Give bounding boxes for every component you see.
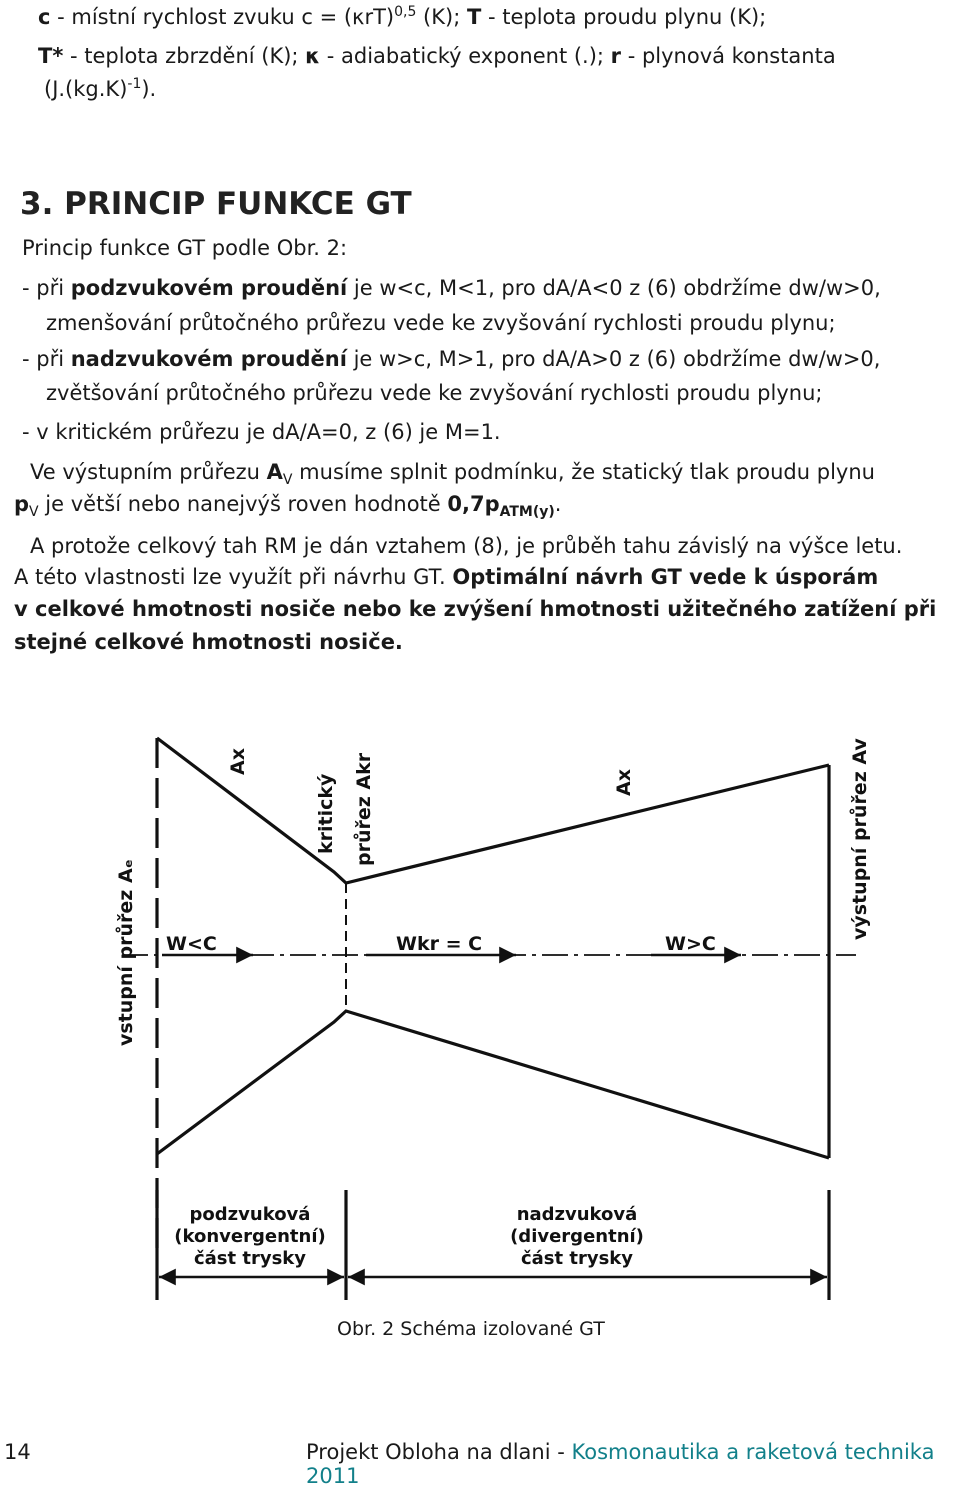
definition-line-3 <box>44 76 156 101</box>
page-number: 14 <box>4 1440 31 1464</box>
label-prurez-akr: průřez Akr <box>353 752 375 866</box>
symbol-pv: p <box>14 492 30 516</box>
para2-line-1: A protože celkový tah RM je dán vztahem (8), je průběh tahu závislý na výšce letu. <box>30 534 903 558</box>
label-w-gt-c: W>C <box>665 933 716 955</box>
symbol-c: c <box>38 5 51 29</box>
symbol-r: r <box>610 44 622 68</box>
definition-line-2 <box>38 44 836 68</box>
para-text: musíme splnit podmínku, že statický tlak proudu plynu <box>292 460 875 484</box>
para-text: A této vlastnosti lze využít při návrhu GT. <box>14 565 453 589</box>
para2-line-4: stejné celkové hmotnosti nosiče. <box>14 630 403 654</box>
label-wkr-eq-c: Wkr = C <box>396 933 483 955</box>
supersonic-label-2: (divergentní) <box>510 1226 644 1247</box>
supersonic-label-3: část trysky <box>520 1248 634 1269</box>
symbol-T-star: T* <box>38 44 64 68</box>
def-text: ). <box>141 77 157 101</box>
para1-line-2 <box>14 492 561 520</box>
label-vstupni: vstupní průřez Aₑ <box>115 859 137 1046</box>
bullet-text: je w<c, M<1, pro dA/A<0 z (6) obdržíme dw/w>0, <box>347 276 881 300</box>
subscript: V <box>29 504 39 521</box>
bullet-text: je w>c, M>1, pro dA/A>0 z (6) obdržíme dw/w>0, <box>346 347 881 371</box>
def-text: - plynová konstanta <box>621 44 836 68</box>
upper-nozzle-wall <box>157 738 829 883</box>
nozzle-diagram <box>0 680 960 1320</box>
bullet-text: - při <box>22 276 71 300</box>
figure-caption: Obr. 2 Schéma izolované GT <box>337 1318 605 1340</box>
subscript: ATM(y) <box>499 504 555 521</box>
bullet-supersonic <box>22 347 880 371</box>
label-ax-left: Ax <box>227 748 249 775</box>
bullet-subsonic-cont: zmenšování průtočného průřezu vede ke zvyšování rychlosti proudu plynu; <box>46 311 836 335</box>
def-text: - teplota zbrzdění (K); <box>63 44 306 68</box>
label-kriticky: kritický <box>315 773 337 854</box>
symbol-kappa: κ <box>305 44 321 68</box>
definition-line-1 <box>38 4 766 29</box>
para1-line-1 <box>30 460 875 488</box>
def-text: - adiabatický exponent (.); <box>320 44 611 68</box>
symbol-Av: A <box>266 460 283 484</box>
footer-series: Kosmonautika a raketová technika 2011 <box>306 1440 935 1488</box>
bullet-supersonic-cont: zvětšování průtočného průřezu vede ke zvyšování rychlosti proudu plynu; <box>46 381 823 405</box>
para-bold: Optimální návrh GT vede k úsporám <box>452 565 879 589</box>
subsonic-label-1: podzvuková <box>189 1204 311 1225</box>
para-text: je větší nebo nanejvýš roven hodnotě <box>38 492 448 516</box>
bullet-bold: nadzvukovém proudění <box>70 347 347 371</box>
def-text: - teplota proudu plynu (K); <box>481 5 767 29</box>
symbol-T: T <box>466 5 482 29</box>
section-heading: 3. PRINCIP FUNKCE GT <box>20 186 412 222</box>
section-intro: Princip funkce GT podle Obr. 2: <box>22 236 348 260</box>
def-text: - místní rychlost zvuku c = (κrT) <box>50 5 395 29</box>
def-text: (K); <box>416 5 467 29</box>
def-text: (J.(kg.K) <box>44 77 128 101</box>
supersonic-label-1: nadzvuková <box>516 1204 638 1225</box>
footer-title <box>306 1440 960 1488</box>
label-vystupni: výstupní průřez Av <box>849 738 871 940</box>
para2-line-3: v celkové hmotnosti nosiče nebo ke zvýšení hmotnosti užitečného zatížení při <box>14 597 937 621</box>
bullet-critical: - v kritickém průřezu je dA/A=0, z (6) je M=1. <box>22 420 501 444</box>
bullet-subsonic <box>22 276 881 300</box>
exponent: -1 <box>127 76 142 92</box>
subscript: V <box>282 472 293 489</box>
lower-nozzle-wall <box>157 1011 829 1158</box>
exponent: 0,5 <box>394 4 417 20</box>
para2-line-2 <box>14 565 878 589</box>
footer-project: Projekt Obloha na dlani - <box>306 1440 572 1464</box>
label-ax-right: Ax <box>613 769 635 796</box>
para-text: Ve výstupním průřezu <box>30 460 267 484</box>
bullet-text: - při <box>22 347 71 371</box>
subsonic-label-3: část trysky <box>193 1248 307 1269</box>
value-pressure: 0,7p <box>447 492 500 516</box>
para-text: . <box>554 492 562 516</box>
bullet-bold: podzvukovém proudění <box>70 276 348 300</box>
subsonic-label-2: (konvergentní) <box>174 1226 326 1247</box>
label-w-lt-c: W<C <box>166 933 217 955</box>
